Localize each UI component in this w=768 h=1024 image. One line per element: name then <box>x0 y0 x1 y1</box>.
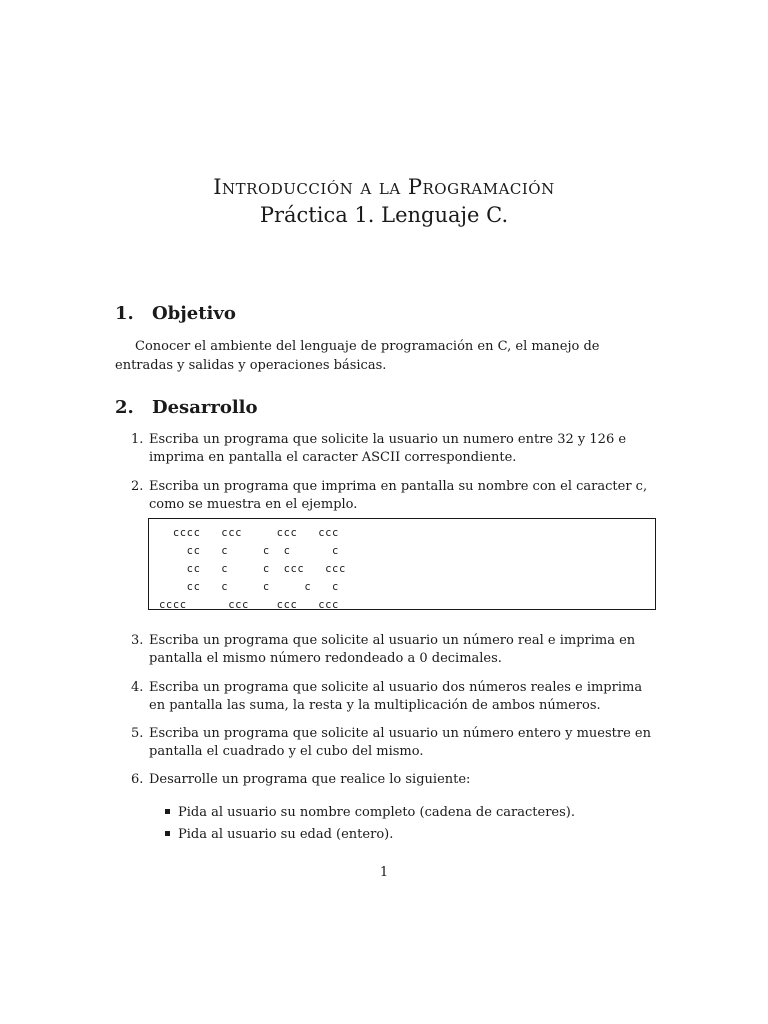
item-number: 5. <box>131 726 144 741</box>
section-heading-objetivo <box>115 303 236 324</box>
item-number: 3. <box>131 633 144 648</box>
section-title: Objetivo <box>152 303 236 324</box>
item-number: 6. <box>131 772 144 787</box>
item-text: Desarrolle un programa que realice lo siguiente: <box>149 772 471 787</box>
item-number: 2. <box>131 479 144 494</box>
section-number: 1. <box>115 303 134 324</box>
item-text: Escriba un programa que solicite la usuario un numero entre 32 y 126 e imprima en pantalla el caracter ASCII correspondiente. <box>149 432 627 465</box>
list-item <box>131 725 655 761</box>
bullet-item <box>165 826 393 844</box>
bullet-text: Pida al usuario su edad (entero). <box>178 827 394 842</box>
title-block <box>0 173 768 229</box>
item-text: Escriba un programa que solicite al usuario un número real e imprima en pantalla el mismo número redondeado a 0 decimales. <box>149 633 636 666</box>
item-number: 4. <box>131 680 144 695</box>
objetivo-paragraph: Conocer el ambiente del lenguaje de programación en C, el manejo de entradas y salidas y operaciones básicas. <box>115 339 600 373</box>
document-subtitle: Práctica 1. Lenguaje C. <box>259 203 509 227</box>
document-title: Introducción a la Programación <box>213 175 555 199</box>
list-item <box>131 632 655 668</box>
example-box <box>148 518 656 610</box>
bullet-square-icon <box>165 809 170 814</box>
section-heading-desarrollo <box>115 397 258 418</box>
bullet-square-icon <box>165 831 170 836</box>
item-text: Escriba un programa que imprima en pantalla su nombre con el caracter c, como se muestra en el ejemplo. <box>149 479 648 512</box>
list-item <box>131 478 655 514</box>
item-text: Escriba un programa que solicite al usuario dos números reales e imprima en pantalla las suma, la resta y la multiplicación de ambos números. <box>149 680 643 713</box>
list-item <box>131 679 655 715</box>
bullet-item <box>165 804 575 822</box>
item-number: 1. <box>131 432 144 447</box>
section-number: 2. <box>115 397 134 418</box>
section-title: Desarrollo <box>152 397 258 418</box>
list-item <box>131 431 655 467</box>
item-text: Escriba un programa que solicite al usuario un número entero y muestre en pantalla el cuadrado y el cubo del mismo. <box>149 726 651 759</box>
page-number: 1 <box>379 865 389 880</box>
example-ascii-art: cccc ccc ccc ccc cc c c c c cc c c ccc ccc cc c c c c cccc ccc ccc ccc <box>159 527 346 611</box>
bullet-text: Pida al usuario su nombre completo (cadena de caracteres). <box>178 805 576 820</box>
list-item <box>131 771 655 789</box>
